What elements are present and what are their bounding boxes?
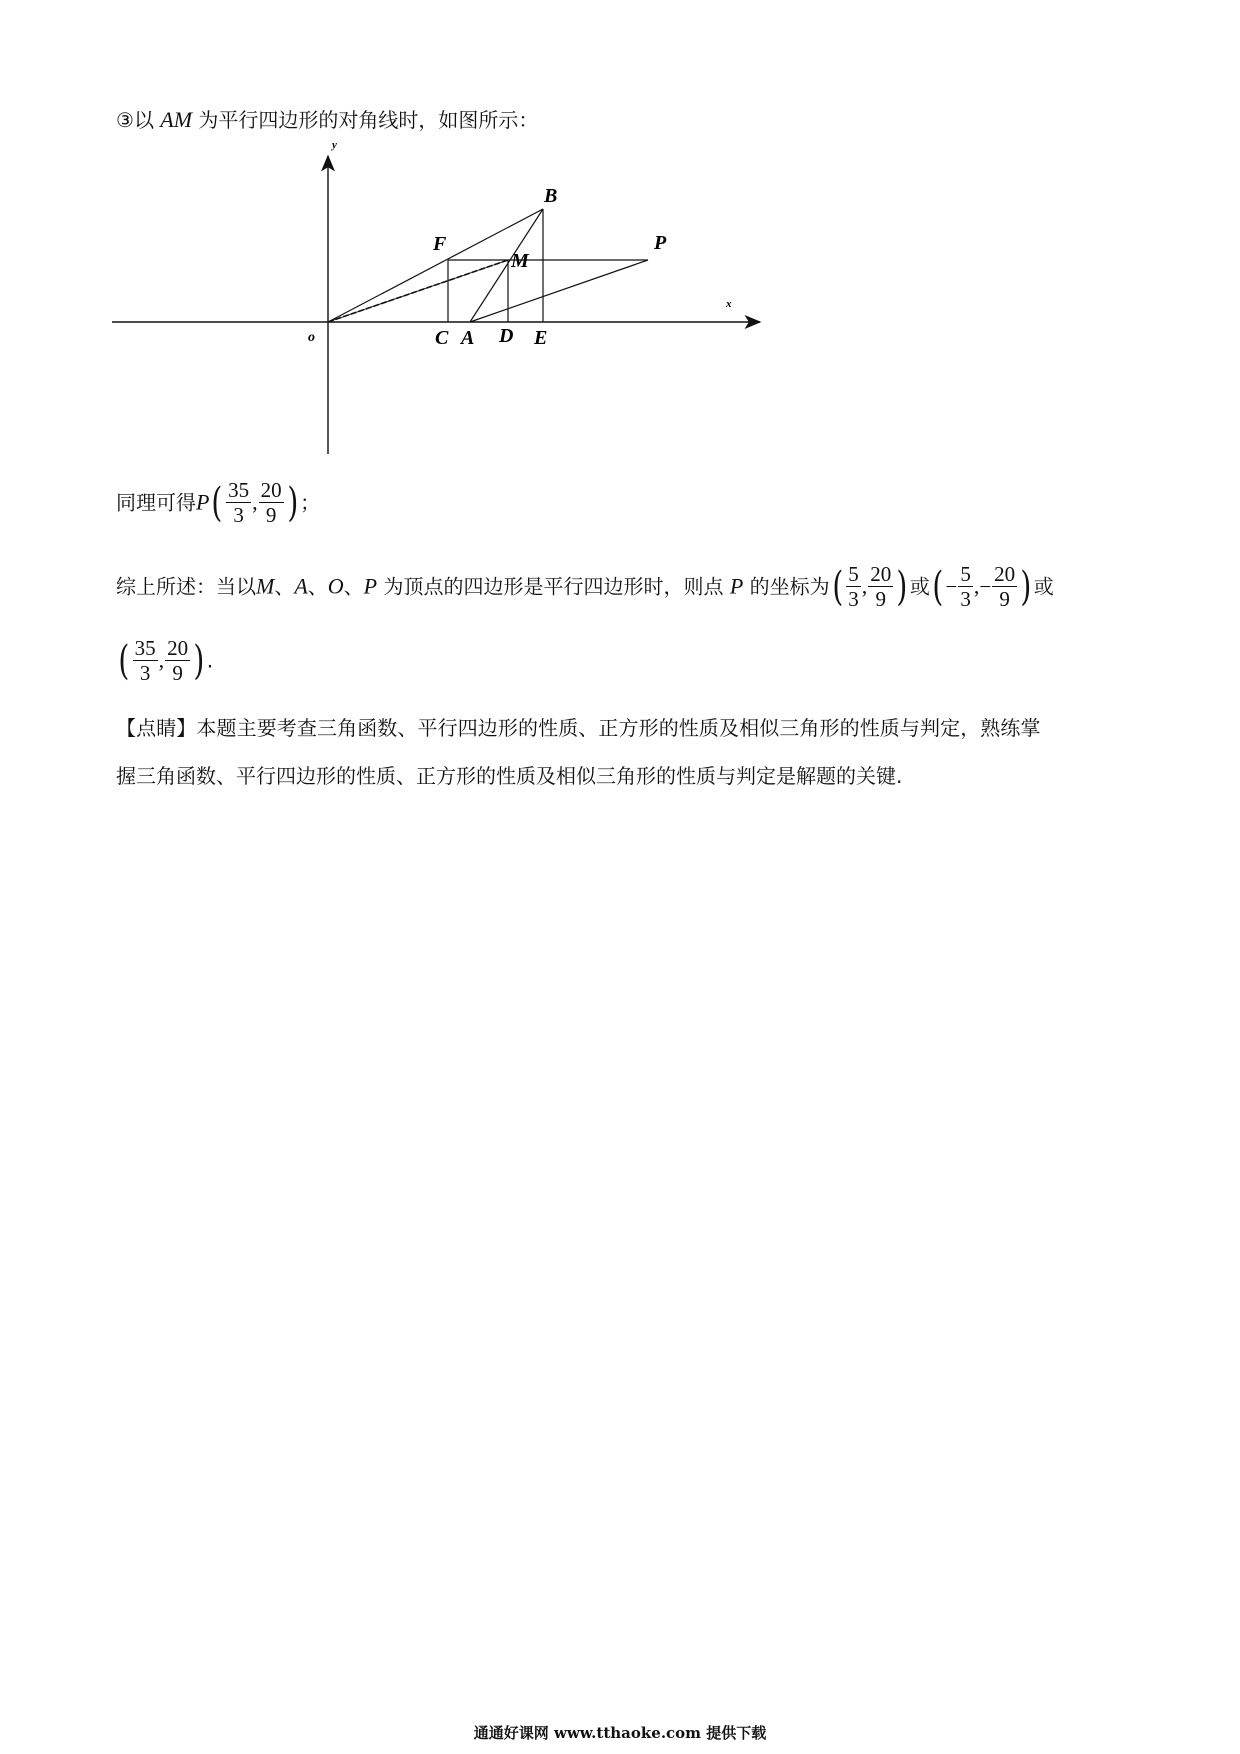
coordinate-3: ( $\frac{35}{3}$ , $\frac{20}{9}$ ): [118, 636, 205, 685]
point-a-label: A: [461, 327, 475, 349]
summary-text-3: 的坐标为: [749, 574, 830, 599]
point-m-label: M: [511, 250, 529, 272]
comment-line-1: 【点睛】本题主要考查三角函数、平行四边形的性质、正方形的性质及相似三角形的性质与判定，熟练掌: [116, 716, 1041, 740]
segment-am: AM: [160, 107, 193, 132]
segment-ap: [470, 260, 648, 322]
result-end: ；: [300, 490, 321, 515]
c3-y-num: 20: [167, 636, 189, 660]
heading-suffix: 为平行四边形的对角线时，如图所示：: [198, 108, 539, 132]
result-line: [116, 478, 320, 527]
summary-text-1: 综上所述：当以: [116, 574, 256, 599]
summary-or-2: 或: [1033, 574, 1054, 599]
point-p-label: P: [654, 232, 667, 254]
point-f-label: F: [433, 233, 447, 255]
c2-x-sign: −: [945, 574, 958, 599]
coordinate-1: ( $\frac{5}{3}$ , $\frac{20}{9}$ ): [831, 562, 908, 611]
summary-or-1: 或: [909, 574, 930, 599]
result-prefix: 同理可得: [116, 490, 196, 515]
page-footer: 通通好课网 www.tthaoke.com 提供下载: [473, 1724, 767, 1742]
segment-ab: [470, 209, 543, 322]
comment-line-2: 握三角函数、平行四边形的性质、正方形的性质及相似三角形的性质与判定是解题的关键.: [116, 764, 903, 788]
case-three-heading: [116, 104, 538, 136]
point-c-label: C: [435, 327, 449, 349]
result-x-denominator: 3: [233, 503, 244, 527]
summary-p: P: [363, 573, 378, 599]
summary-sep-3: 、: [343, 574, 364, 599]
axis-y-label: y: [332, 139, 337, 151]
origin-label: o: [308, 330, 315, 345]
c1-x-num: 5: [848, 562, 859, 586]
summary-o: O: [327, 573, 344, 599]
c2-y-num: 20: [994, 562, 1016, 586]
summary-a: A: [294, 573, 308, 599]
c3-y-den: 9: [172, 661, 183, 685]
c2-y-sign: −: [979, 574, 992, 599]
point-d-label: D: [499, 325, 514, 347]
c1-y-num: 20: [870, 562, 892, 586]
c1-y-den: 9: [875, 587, 887, 611]
summary-line-2: [116, 636, 213, 685]
result-y-denominator: 9: [265, 503, 277, 527]
result-y-numerator: 20: [260, 478, 282, 502]
c2-x-num: 5: [960, 562, 971, 586]
heading-prefix: 以: [133, 108, 154, 132]
coordinate-2: ( − $\frac{5}{3}$ ,− $\frac{20}{9}$ ): [932, 562, 1032, 611]
result-coordinate: ( $\frac{35}{3}$ , $\frac{20}{9}$ ): [211, 478, 298, 527]
circled-three-marker: ③: [116, 108, 134, 132]
c3-x-num: 35: [134, 636, 156, 660]
summary-end: .: [206, 648, 214, 673]
summary-line-1: [116, 562, 1054, 611]
c2-x-den: 3: [960, 587, 971, 611]
summary-sep-2: 、: [307, 574, 328, 599]
point-e-label: E: [534, 327, 548, 349]
segment-om: [328, 260, 508, 322]
geometry-figure: [110, 139, 790, 468]
summary-p2: P: [729, 573, 744, 599]
summary-sep-1: 、: [274, 574, 295, 599]
result-point: P: [196, 489, 210, 515]
summary-text-2: 为顶点的四边形是平行四边形时，则点: [383, 574, 724, 599]
point-b-label: B: [544, 185, 558, 207]
c3-x-den: 3: [139, 661, 151, 685]
summary-m: M: [256, 573, 275, 599]
result-x-numerator: 35: [228, 478, 250, 502]
c1-x-den: 3: [848, 587, 859, 611]
axis-x-label: x: [726, 298, 732, 310]
c2-y-den: 9: [999, 587, 1010, 611]
